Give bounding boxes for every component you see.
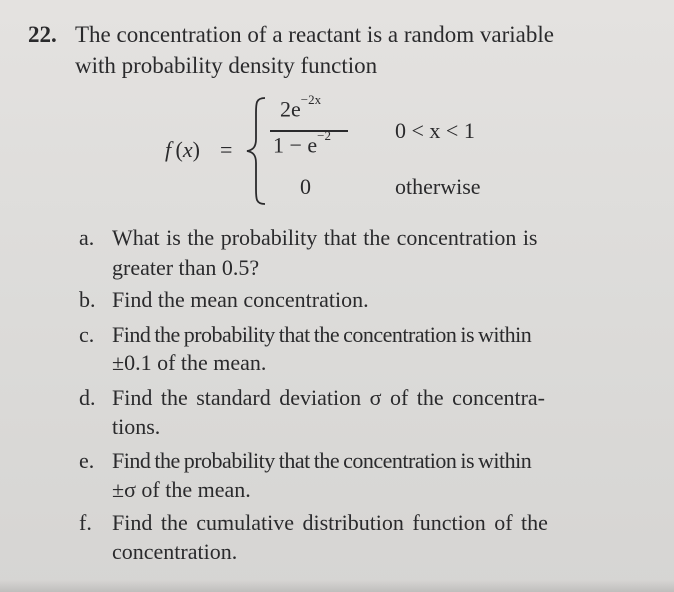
question-a-line-2: greater than 0.5? bbox=[112, 255, 260, 280]
page-bottom-shadow bbox=[0, 580, 674, 592]
question-e-label: e. bbox=[79, 448, 95, 473]
numerator-exponent: −2x bbox=[300, 92, 322, 107]
question-a-label: a. bbox=[79, 225, 95, 250]
numerator-base: 2e bbox=[280, 96, 301, 122]
question-d-line-2: tions. bbox=[112, 414, 161, 439]
question-b-label: b. bbox=[79, 287, 96, 312]
problem-stem-line-2: with probability density function bbox=[75, 53, 378, 78]
question-f-line-1: Find the cumulative distribution function of the bbox=[112, 510, 548, 535]
left-brace bbox=[244, 95, 268, 207]
denominator-base: 1 − e bbox=[273, 132, 318, 158]
formula-lhs-f: f bbox=[165, 137, 172, 162]
question-d-label: d. bbox=[79, 385, 96, 410]
formula-equals: = bbox=[220, 137, 233, 162]
question-e-line-1: Find the probability that the concentration is within bbox=[112, 448, 532, 473]
denominator-exponent: −2 bbox=[317, 128, 332, 143]
formula-lhs bbox=[165, 137, 200, 163]
question-f-line-2: concentration. bbox=[112, 539, 238, 564]
case-1-condition: 0 < x < 1 bbox=[395, 118, 475, 143]
question-c-line-1: Find the probability that the concentration is within bbox=[112, 322, 532, 347]
question-f-label: f. bbox=[79, 510, 92, 535]
fraction-denominator bbox=[273, 128, 332, 158]
question-d-line-1: Find the standard deviation σ of the concentra- bbox=[112, 385, 546, 410]
problem-stem-line-1: The concentration of a reactant is a random variable bbox=[75, 22, 554, 47]
question-b-line-1: Find the mean concentration. bbox=[112, 287, 369, 312]
formula-lhs-arg: (x) bbox=[175, 137, 200, 162]
question-a-line-1: What is the probability that the concentration is bbox=[112, 225, 538, 250]
question-c-label: c. bbox=[79, 322, 95, 347]
case-2-value: 0 bbox=[300, 174, 311, 199]
case-2-condition: otherwise bbox=[395, 174, 481, 199]
question-c-line-2: ±0.1 of the mean. bbox=[112, 350, 267, 375]
fraction-numerator bbox=[280, 92, 322, 122]
problem-number: 22. bbox=[28, 22, 57, 47]
question-e-line-2: ±σ of the mean. bbox=[112, 477, 251, 502]
